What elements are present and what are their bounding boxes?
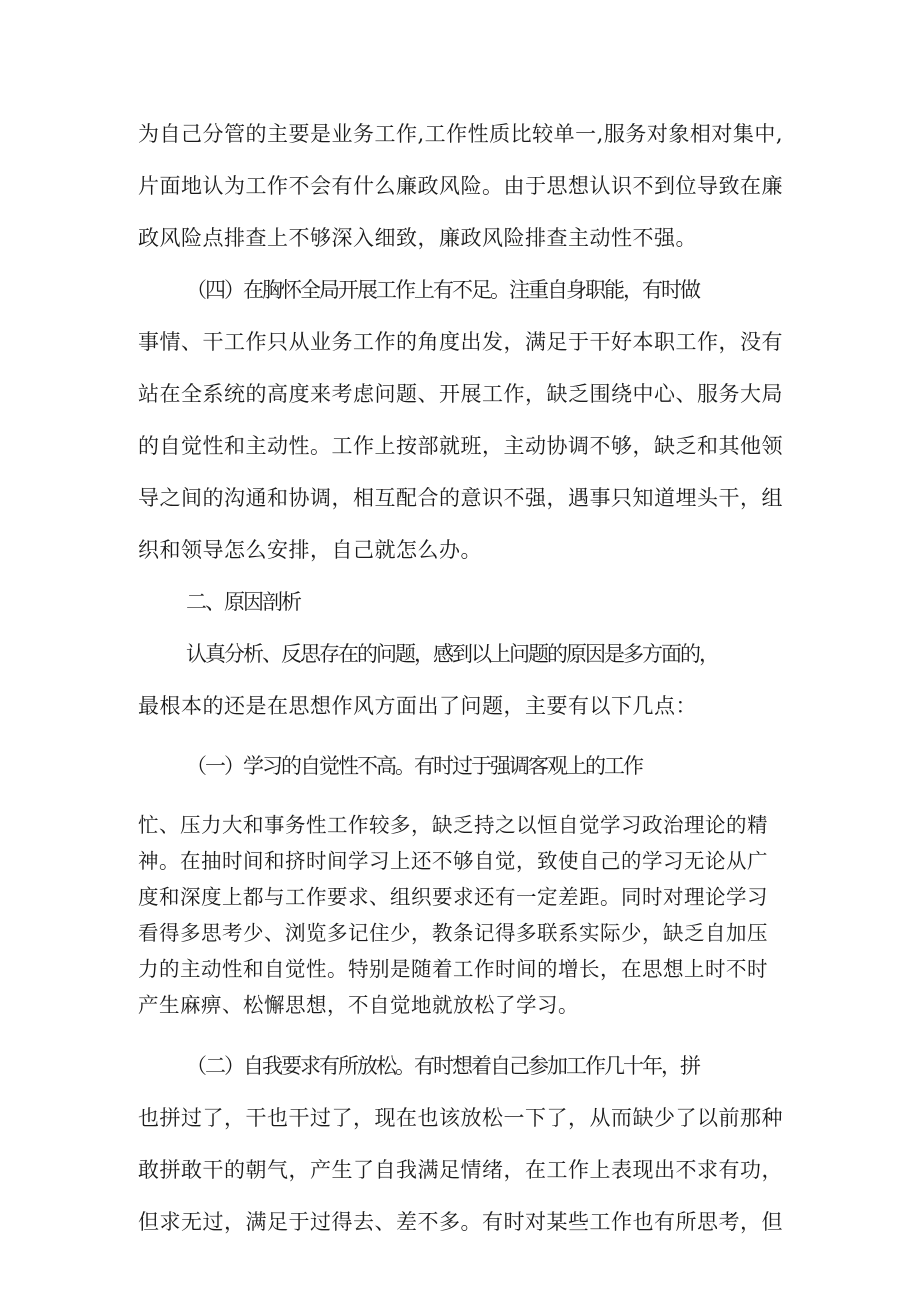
text-line: 的自觉性和主动性。工作上按部就班，主动协调不够，缺乏和其他领 [138, 434, 783, 458]
text-line: 导之间的沟通和协调，相互配合的意识不强，遇事只知道埋头干，组 [138, 486, 783, 510]
text-line: 也拼过了，干也干过了，现在也该放松一下了，从而缺少了以前那种 [138, 1106, 783, 1130]
section-heading: 二、原因剖析 [186, 590, 300, 614]
text-line: 敢拼敢干的朝气，产生了自我满足情绪，在工作上表现出不求有功， [138, 1158, 783, 1182]
text-line: 但求无过，满足于过得去、差不多。有时对某些工作也有所思考，但 [138, 1210, 783, 1234]
text-line: 看得多思考少、浏览多记住少，教条记得多联系实际少，缺乏自加压 [138, 921, 768, 945]
text-line: （一）学习的自觉性不高。有时过于强调客观上的工作 [186, 754, 642, 778]
text-line: 力的主动性和自觉性。特别是随着工作时间的增长，在思想上时不时 [138, 957, 768, 981]
text-line: 度和深度上都与工作要求、组织要求还有一定差距。同时对理论学习 [138, 885, 768, 909]
text-line: 产生麻痹、松懈思想，不自觉地就放松了学习。 [138, 993, 579, 1017]
text-line: 神。在抽时间和挤时间学习上还不够自觉，致使自己的学习无论从广 [138, 849, 768, 873]
text-line: 忙、压力大和事务性工作较多，缺乏持之以恒自觉学习政治理论的精 [138, 813, 768, 837]
text-line: 为自己分管的主要是业务工作,工作性质比较单一,服务对象相对集中, [138, 122, 784, 146]
text-line: 片面地认为工作不会有什么廉政风险。由于思想认识不到位导致在廉 [138, 174, 783, 198]
text-line: 事情、干工作只从业务工作的角度出发，满足于干好本职工作，没有 [138, 330, 783, 354]
text-line: （二）自我要求有所放松。有时想着自己参加工作几十年，拼 [186, 1054, 699, 1078]
text-line: 最根本的还是在思想作风方面出了问题，主要有以下几点： [138, 694, 697, 718]
text-line: （四）在胸怀全局开展工作上有不足。注重自身职能，有时做 [186, 278, 699, 302]
text-line: 认真分析、反思存在的问题，感到以上问题的原因是多方面的， [186, 642, 718, 666]
text-line: 站在全系统的高度来考虑问题、开展工作，缺乏围绕中心、服务大局 [138, 382, 783, 406]
text-line: 政风险点排查上不够深入细致，廉政风险排查主动性不强。 [138, 226, 697, 250]
text-line: 织和领导怎么安排，自己就怎么办。 [138, 538, 482, 562]
